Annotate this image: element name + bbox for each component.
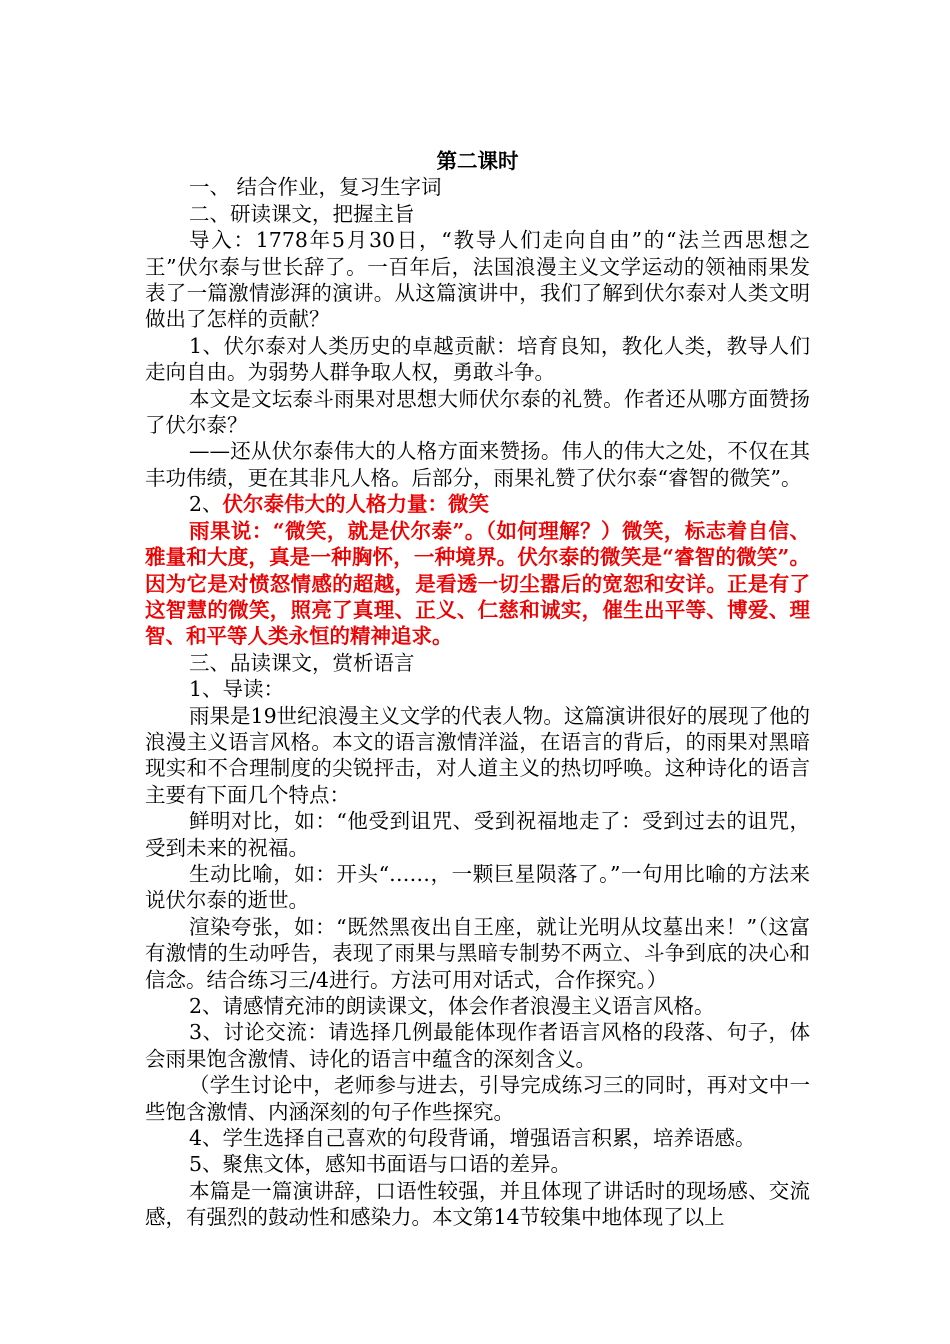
paragraph-text: （学生讨论中，老师参与进去，引导完成练习三的同时，再对文中一些饱含激情、内涵深刻的句子作些探究。 xyxy=(145,1073,810,1124)
paragraph xyxy=(145,993,810,1019)
paragraph-highlight xyxy=(145,518,810,650)
paragraph-text: 本文是文坛泰斗雨果对思想大师伏尔泰的礼赞。作者还从哪方面赞扬了伏尔泰？ xyxy=(145,386,810,438)
document-body xyxy=(145,148,810,1231)
paragraph xyxy=(145,1151,810,1177)
paragraph xyxy=(145,201,810,227)
paragraph-text: 1、伏尔泰对人类历史的卓越贡献：培育良知，教化人类，教导人们走向自由。为弱势人群争取人权，勇敢斗争。 xyxy=(145,333,810,385)
paragraph xyxy=(145,1019,810,1072)
paragraph-text: 5、聚焦文体，感知书面语与口语的差异。 xyxy=(189,1152,572,1177)
paragraph-text: 三、品读课文，赏析语言 xyxy=(189,650,415,675)
document-title: 第二课时 xyxy=(436,149,519,173)
paragraph-text: 渲染夸张，如：“既然黑夜出自王座，就让光明从坟墓出来！”（这富有激情的生动呼告，表现了雨果与黑暗专制势不两立、斗争到底的决心和信念。结合练习三/4进行。方法可用对话式，合作探究。） xyxy=(145,914,810,992)
paragraph-highlight-heading xyxy=(145,491,810,517)
paragraph xyxy=(145,703,810,809)
paragraph xyxy=(145,808,810,861)
paragraph-text: 1、导读： xyxy=(189,677,285,702)
paragraph xyxy=(145,1178,810,1231)
paragraph xyxy=(145,438,810,491)
paragraph-text: 鲜明对比，如：“他受到诅咒、受到祝福地走了：受到过去的诅咒，受到未来的祝福。 xyxy=(145,809,810,860)
paragraph xyxy=(145,333,810,386)
paragraph-text: 导入：1778年5月30日，“教导人们走向自由”的“法兰西思想之王”伏尔泰与世长辞了。一百年后，法国浪漫主义文学运动的领袖雨果发表了一篇激情澎湃的演讲。从这篇演讲中，我们了解到伏尔泰对人类文明做出了怎样的贡献？ xyxy=(145,228,810,332)
paragraph xyxy=(145,174,810,200)
paragraph xyxy=(145,676,810,702)
paragraph-text: ——还从伏尔泰伟大的人格方面来赞扬。伟人的伟大之处，不仅在其丰功伟绩，更在其非凡人格。后部分，雨果礼赞了伏尔泰“睿智的微笑”。 xyxy=(145,439,810,490)
highlight-text: 雨果说：“微笑，就是伏尔泰”。（如何理解？）微笑，标志着自信、雅量和大度，真是一种胸怀，一种境界。伏尔泰的微笑是“睿智的微笑”。因为它是对愤怒情感的超越，是看透一切尘嚣后的宽恕和安详。正是有了这智慧的微笑，照亮了真理、正义、仁慈和诚实，催生出平等、博爱、理智、和平等人类永恒的精神追求。 xyxy=(145,518,810,649)
paragraph-text: 3、讨论交流：请选择几例最能体现作者语言风格的段落、句子，体会雨果饱含激情、诗化的语言中蕴含的深刻含义。 xyxy=(145,1020,810,1071)
paragraph xyxy=(145,1125,810,1151)
paragraph xyxy=(145,1072,810,1125)
paragraph-number: 2、 xyxy=(189,492,223,517)
highlight-heading-text: 伏尔泰伟大的人格力量：微笑 xyxy=(222,492,490,517)
paragraph-text: 雨果是19世纪浪漫主义文学的代表人物。这篇演讲很好的展现了他的浪漫主义语言风格。本文的语言激情洋溢，在语言的背后，的雨果对黑暗现实和不合理制度的尖锐抨击，对人道主义的热切呼唤。这种诗化的语言主要有下面几个特点： xyxy=(145,703,810,807)
paragraph-text: 本篇是一篇演讲辞，口语性较强，并且体现了讲话时的现场感、交流感，有强烈的鼓动性和感染力。本文第14节较集中地体现了以上 xyxy=(145,1178,810,1230)
paragraph xyxy=(145,386,810,439)
paragraph-text: 二、研读课文，把握主旨 xyxy=(189,201,415,226)
paragraph xyxy=(145,861,810,914)
paragraph-text: 2、请感情充沛的朗读课文，体会作者浪漫主义语言风格。 xyxy=(189,994,715,1018)
paragraph-text: 生动比喻，如：开头“……，一颗巨星陨落了。”一句用比喻的方法来说伏尔泰的逝世。 xyxy=(145,861,810,913)
paragraph xyxy=(145,227,810,333)
paragraph-text: 4、学生选择自己喜欢的句段背诵，增强语言积累，培养语感。 xyxy=(189,1126,756,1151)
paragraph-text: 一、 结合作业，复习生字词 xyxy=(189,175,442,200)
paragraph xyxy=(145,914,810,993)
paragraph xyxy=(145,650,810,676)
